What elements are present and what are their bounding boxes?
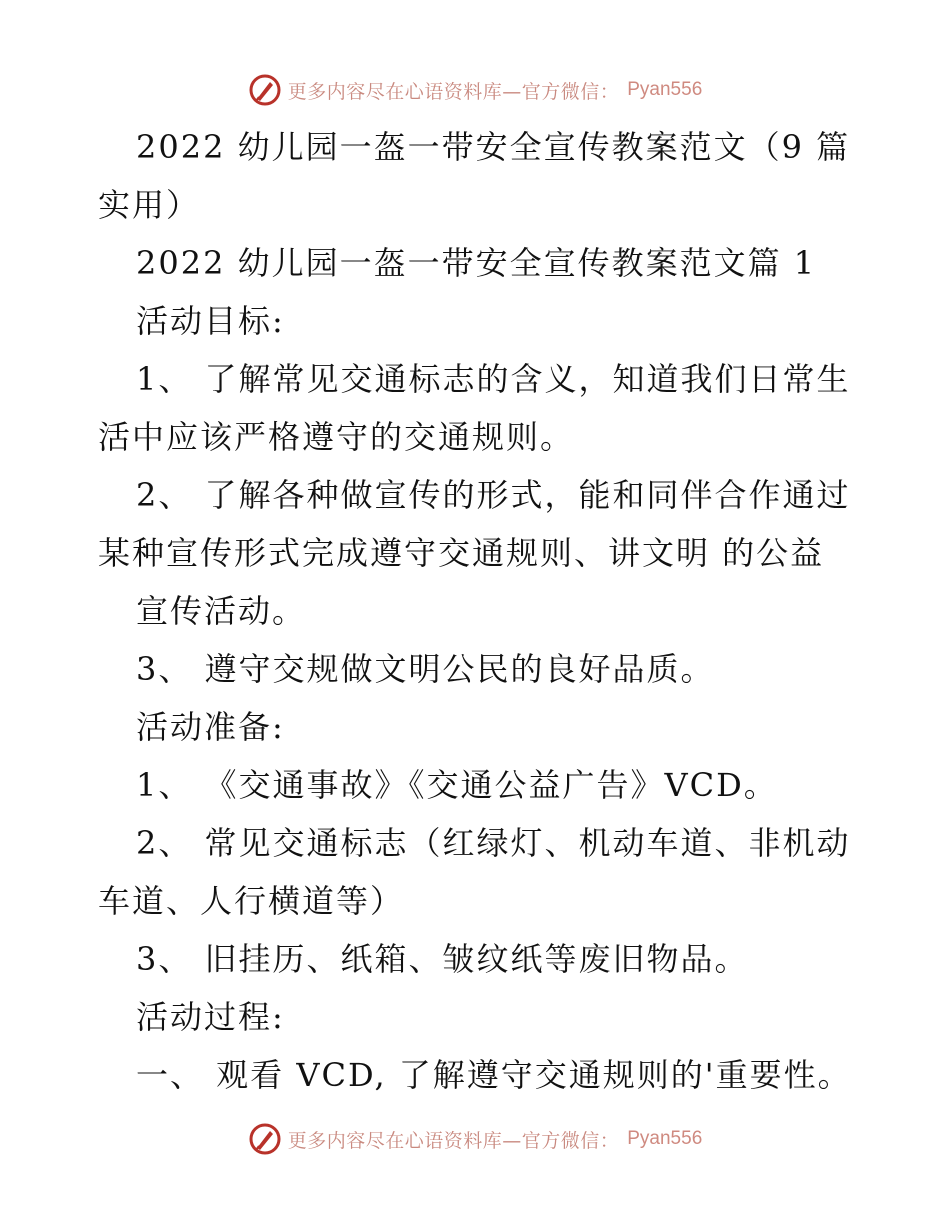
goal-1-line-2: 活中应该严格遵守的交通规则。	[98, 418, 575, 456]
title-line-2: 实用）	[98, 186, 201, 224]
prep-2-line-1: 2、 常见交通标志（红绿灯、机动车道、非机动	[136, 824, 851, 862]
footer-watermark	[0, 1119, 950, 1159]
prep-1: 1、 《交通事故》《交通公益广告》VCD。	[136, 766, 778, 804]
watermark-handle: Pyan556	[627, 1128, 703, 1149]
process-heading: 活动过程:	[136, 998, 285, 1036]
goal-3: 3、 遵守交规做文明公民的良好品质。	[136, 650, 715, 688]
prep-heading: 活动准备:	[136, 708, 285, 746]
prep-2-line-2: 车道、人行横道等）	[98, 882, 405, 920]
watermark-text: 更多内容尽在心语资料库—官方微信：	[287, 80, 620, 103]
watermark-text: 更多内容尽在心语资料库—官方微信：	[287, 1129, 620, 1152]
process-step-1: 一、 观看 VCD, 了解遵守交通规则的'重要性。	[136, 1056, 852, 1094]
quill-logo-icon	[248, 1122, 282, 1156]
goals-heading: 活动目标:	[136, 302, 285, 340]
header-watermark	[0, 70, 950, 110]
title-line-1: 2022 幼儿园一盔一带安全宣传教案范文（9 篇	[136, 128, 851, 166]
quill-logo-icon	[248, 73, 282, 107]
prep-3: 3、 旧挂历、纸箱、皱纹纸等废旧物品。	[136, 940, 749, 978]
goal-2-line-1: 2、 了解各种做宣传的形式，能和同伴合作通过	[136, 476, 851, 514]
goal-1-line-1: 1、 了解常见交通标志的含义，知道我们日常生	[136, 360, 851, 398]
watermark-handle: Pyan556	[627, 79, 703, 100]
section-heading: 2022 幼儿园一盔一带安全宣传教案范文篇 1	[136, 244, 817, 282]
goal-2-line-3: 宣传活动。	[136, 592, 307, 630]
document-body	[98, 118, 858, 1104]
goal-2-line-2: 某种宣传形式完成遵守交通规则、讲文明 的公益	[98, 534, 825, 572]
